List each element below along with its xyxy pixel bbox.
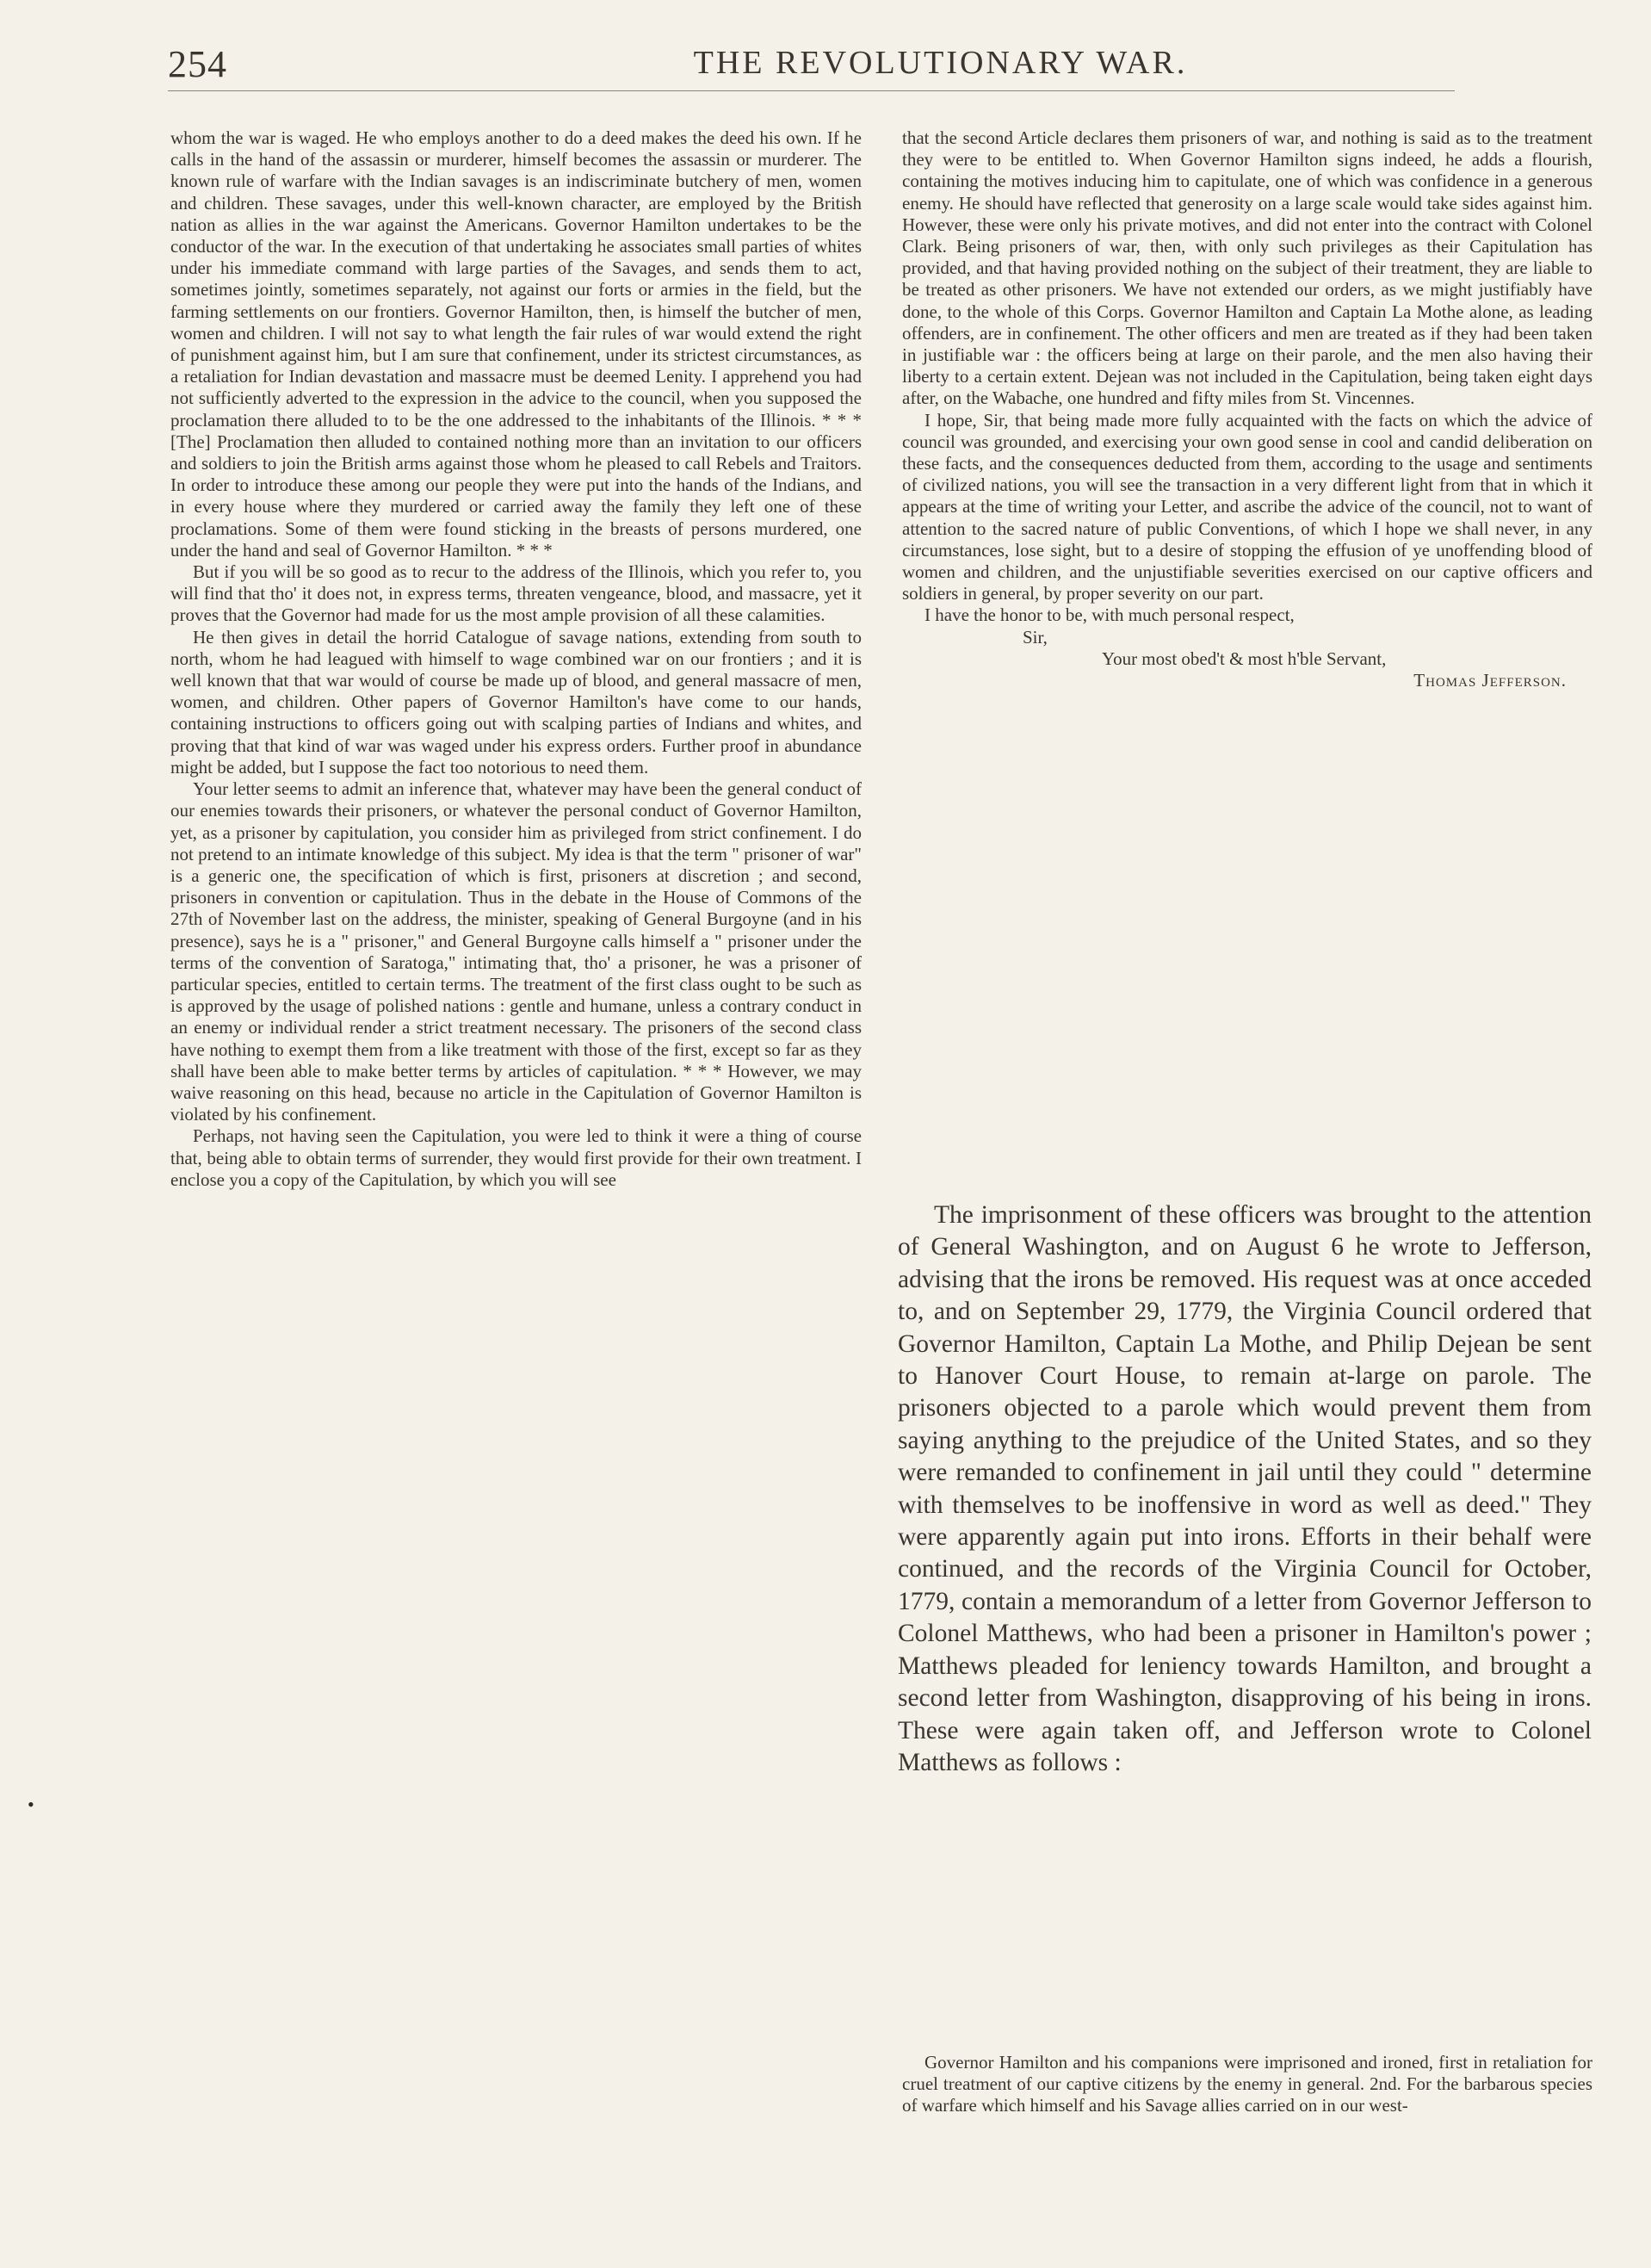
margin-bullet-mark: • bbox=[28, 1794, 34, 1815]
page-header bbox=[168, 39, 1455, 91]
signature-name: Thomas Jefferson. bbox=[1413, 670, 1567, 691]
narrative-paragraph: The imprisonment of these officers was brought to the attention of General Washington, and on August 6 he wrote to Jefferson, advising that the irons be removed. His request was at once acceded to, and on September 29, 1779, the Virginia Council ordered that Governor Hamilton, Captain La Mothe, and Philip Dejean be sent to Hanover Court House, to remain at-large on parole. The prisoners objected to a parole which would prevent them from saying anything to the prejudice of the United States, and so they were remanded to confinement in jail until they could " determine with themselves to be inoffensive in word as well as deed." They were apparently again put into irons. Efforts in their behalf were continued, and the records of the Virginia Council for October, 1779, contain a memorandum of a letter from Governor Jefferson to Colonel Matthews, who had been a prisoner in Hamilton's power ; Matthews pleaded for leniency towards Hamilton, and brought a second letter from Washington, disapproving of his being in irons. These were again taken off, and Jefferson wrote to Colonel Matthews as follows : bbox=[898, 1201, 1592, 1776]
left-paragraph-2: But if you will be so good as to recur to the address of the Illinois, which you refer to, you will find that tho' it does not, in express terms, threaten vengeance, blood, and massacre, yet it proves that the Governor had made for us the most ample provision of all these calamities. bbox=[170, 561, 862, 626]
right-column bbox=[902, 127, 1592, 691]
signature-regards: I have the honor to be, with much personal respect, bbox=[924, 604, 1295, 626]
right-paragraph-1: that the second Article declares them prisoners of war, and nothing is said as to the treatment they were to be entitled to. When Governor Hamilton signs indeed, he adds a flourish, containing the motives inducing him to capitulate, one of which was confidence in a generous enemy. He should have reflected that generosity on a large scale would take sides against him. However, these were only his private motives, and did not enter into the contract with Colonel Clark. Being prisoners of war, then, with only such privileges as their Capitulation has provided, and that having provided nothing on the subject of their treatment, they are liable to be treated as other prisoners. We have not extended our orders, as we might justifiably have done, to the whole of this Corps. Governor Hamilton and Captain La Mothe alone, as leading offenders, are in confinement. The other officers and men are treated as if they had been taken in justifiable war : the officers being at large on their parole, and the men also having their liberty to a certain extent. Dejean was not included in the Capitulation, being taken eight days after, on the Wabache, one hundred and fifty miles from St. Vincennes. bbox=[902, 127, 1592, 409]
narrative-section bbox=[898, 1199, 1592, 1779]
running-head: THE REVOLUTIONARY WAR. bbox=[693, 45, 1188, 81]
left-column bbox=[170, 127, 862, 1191]
footnote-paragraph: Governor Hamilton and his companions were imprisoned and ironed, first in retaliation for cruel treatment of our captive citizens by the enemy in general. 2nd. For the barbarous species of warfare which himself and his Savage allies carried on in our west- bbox=[902, 2052, 1592, 2116]
signature-block bbox=[902, 604, 1592, 691]
page-number: 254 bbox=[168, 43, 227, 85]
left-paragraph-5: Perhaps, not having seen the Capitulation, you were led to think it were a thing of course that, being able to obtain terms of surrender, they would first provide for their own treatment. I enclose you a copy of the Capitulation, by which you will see bbox=[170, 1125, 862, 1190]
right-paragraph-2: I hope, Sir, that being made more fully acquainted with the facts on which the advice of council was grounded, and exercising your own good sense in cool and candid deliberation on these facts, and the consequences deducted from them, according to the usage and sentiments of civilized nations, you will see the transaction in a very different light from that in which it appears at the time of writing your Letter, and ascribe the advice of the council, not to want of attention to the sacred nature of public Conventions, of which I hope we shall never, in any circumstances, lose sight, but to a desire of stopping the effusion of ye unoffending blood of women and children, and the unjustifiable severities exercised on our captive officers and soldiers in general, by proper severity on our part. bbox=[902, 409, 1592, 604]
left-paragraph-1: whom the war is waged. He who employs another to do a deed makes the deed his own. If he calls in the hand of the assassin or murderer, himself becomes the assassin or murderer. The known rule of warfare with the Indian savages is an indiscriminate butchery of men, women and children. These savages, under this well-known character, are employed by the British nation as allies in the war against the Americans. Governor Hamilton undertakes to be the conductor of the war. In the execution of that undertaking he associates small parties of whites under his immediate command with large parties of the Savages, and sends them to act, sometimes jointly, sometimes separately, not against our forts or armies in the field, but the farming settlements on our frontiers. Governor Hamilton, then, is himself the butcher of men, women and children. I will not say to what length the fair rules of war would extend the right of punishment against him, but I am sure that confinement, under its strictest circumstances, as a retaliation for Indian devastation and massacre must be deemed Lenity. I apprehend you had not sufficiently adverted to the expression in the advice to the council, when you supposed the proclamation there alluded to to be the one addressed to the inhabitants of the Illinois. * * * [The] Proclamation then alluded to contained nothing more than an invitation to our officers and soldiers to join the British arms against those whom he pleased to call Rebels and Traitors. In order to introduce these among our people they were put into the hands of the Indians, and in every house where they murdered or carried away the family they left one of these proclamations. Some of them were found sticking in the breasts of persons murdered, one under the hand and seal of Governor Hamilton. * * * bbox=[170, 127, 862, 561]
signature-closing: Your most obed't & most h'ble Servant, bbox=[1102, 648, 1387, 669]
signature-salutation: Sir, bbox=[1023, 626, 1048, 648]
left-paragraph-4: Your letter seems to admit an inference that, whatever may have been the general conduct of our enemies towards their prisoners, or whatever the personal conduct of Governor Hamilton, yet, as a prisoner by capitulation, you consider him as privileged from strict confinement. I do not pretend to an intimate knowledge of this subject. My idea is that the term " prisoner of war" is a generic one, the specification of which is first, prisoners at discretion ; and second, prisoners in convention or capitulation. Thus in the debate in the House of Commons of the 27th of November last on the address, the minister, speaking of General Burgoyne (and in his presence), says he is a " prisoner," and General Burgoyne calls himself a " prisoner under the terms of the convention of Saratoga," intimating that, tho' a prisoner, he was a prisoner of particular species, entitled to certain terms. The treatment of the first class ought to be such as is approved by the usage of polished nations : gentle and humane, unless a contrary conduct in an enemy or individual render a strict treatment necessary. The prisoners of the second class have nothing to exempt them from a like treatment with those of the first, except so far as they shall have been able to make better terms by articles of capitulation. * * * However, we may waive reasoning on this head, because no article in the Capitulation of Governor Hamilton is violated by his confinement. bbox=[170, 778, 862, 1125]
left-paragraph-3: He then gives in detail the horrid Catalogue of savage nations, extending from south to north, whom he had leagued with himself to wage combined war on our frontiers ; and it is well known that that war would of course be made up of blood, and general massacre of men, women, and children. Other papers of Governor Hamilton's have come to our hands, containing instructions to officers going out with scalping parties of Indians and whites, and proving that that kind of war was waged under his express orders. Further proof in abundance might be added, but I suppose the fact too notorious to need them. bbox=[170, 626, 862, 778]
footnote-section bbox=[902, 2052, 1592, 2117]
